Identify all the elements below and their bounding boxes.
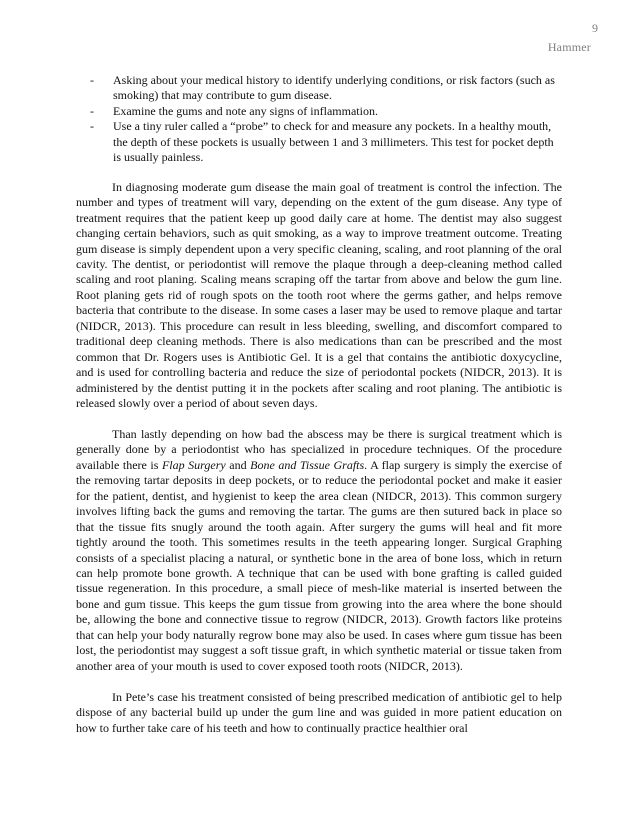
paragraph-petes-case: In Pete’s case his treatment consisted of being prescribed medication of antibiotic gel to help dispose of any bacterial build up under the gum line and was guided in more patient education on how to further take care of his teeth and how to continually practice healthier oral xyxy=(76,689,562,735)
bullet-dash: - xyxy=(90,103,94,118)
bullet-text: Asking about your medical history to identify underlying conditions, or risk factors (such as smoking) that may contribute to gum disease. xyxy=(113,73,555,103)
bullet-dash: - xyxy=(90,73,94,87)
bullet-text: Examine the gums and note any signs of inflammation. xyxy=(113,103,378,118)
term-bone-tissue-grafts: Bone and Tissue Grafts xyxy=(250,457,365,472)
bullet-list xyxy=(76,73,562,166)
paragraph-surgical-treatment xyxy=(76,427,562,674)
paragraph-text: . A flap surgery is simply the exercise of the removing tartar deposits in deep pockets, or to reduce the periodontal pocket and make it easier for the patient, dentist, and hygienist to keep the area clean (NIDCR, 2013). This common surgery involves lifting back the gums and removing the tartar. The gums are then sutured back in place so that the tissue fits snugly around the tooth again. After surgery the gums will heal and fit more tightly around the tooth. This sometimes results in the teeth appearing longer. Surgical Graphing consists of a specialist placing a natural, or synthetic bone in the area of bone loss, which in return can help promote bone growth. A technique that can be used with bone grafting is called guided tissue regeneration. In this procedure, a small piece of mesh-like material is inserted between the bone and gum tissue. This keeps the gum tissue from growing into the area where the bone should be, allowing the bone and connective tissue to regrow (NIDCR, 2013). Growth factors like proteins that can help your body naturally regrow bone may also be used. In cases where gum tissue has been lost, the periodontist may suggest a soft tissue graft, in which synthetic material or tissue taken from another area of your mouth is used to cover exposed tooth roots (NIDCR, 2013). xyxy=(76,457,563,673)
paragraph-text: and xyxy=(225,457,251,472)
bullet-text: Use a tiny ruler called a “probe” to check for and measure any pockets. In a healthy mouth, the depth of these pockets is usually between 1 and 3 millimeters. This test for pocket depth is usually painless. xyxy=(113,119,554,165)
page-number: 9 xyxy=(592,21,598,35)
term-flap-surgery: Flap Surgery xyxy=(161,457,226,472)
list-item xyxy=(76,119,562,165)
running-head: Hammer xyxy=(547,40,591,54)
list-item xyxy=(76,104,562,119)
bullet-dash: - xyxy=(90,119,94,134)
body-text xyxy=(76,73,562,736)
paragraph-text: Than lastly depending on how bad the abscess may be there is surgical treatment which is generally done by a periodontist who has specialized in procedure techniques. Of the procedure available there is xyxy=(76,426,562,472)
paragraph-diagnosis: In diagnosing moderate gum disease the main goal of treatment is control the infection. The number and types of treatment will vary, depending on the extent of the gum disease. Any type of treatment requires that the patient keep up good daily care at home. The dentist may also suggest changing certain behaviors, such as quit smoking, as a way to improve treatment outcome. Treating gum disease is simply dependent upon a very specific cleaning, scaling, and root planning of the oral cavity. The dentist, or periodontist will remove the plaque through a deep-cleaning method called scaling and root planing. Scaling means scraping off the tartar from above and below the gum line. Root planing gets rid of rough spots on the tooth root where the germs gather, and helps remove bacteria that contribute to the disease. In some cases a laser may be used to remove plaque and tartar (NIDCR, 2013). This procedure can result in less bleeding, swelling, and discomfort compared to traditional deep cleaning methods. There is also medications than can be prescribed and the most common that Dr. Rogers uses is Antibiotic Gel. It is a gel that contains the antibiotic doxycycline, and is used for controlling bacteria and reduce the size of periodontal pockets (NIDCR, 2013). It is administered by the dentist putting it in the pockets after scaling and root planing. The antibiotic is released slowly over a period of about seven days. xyxy=(76,179,562,411)
list-item xyxy=(76,73,562,104)
